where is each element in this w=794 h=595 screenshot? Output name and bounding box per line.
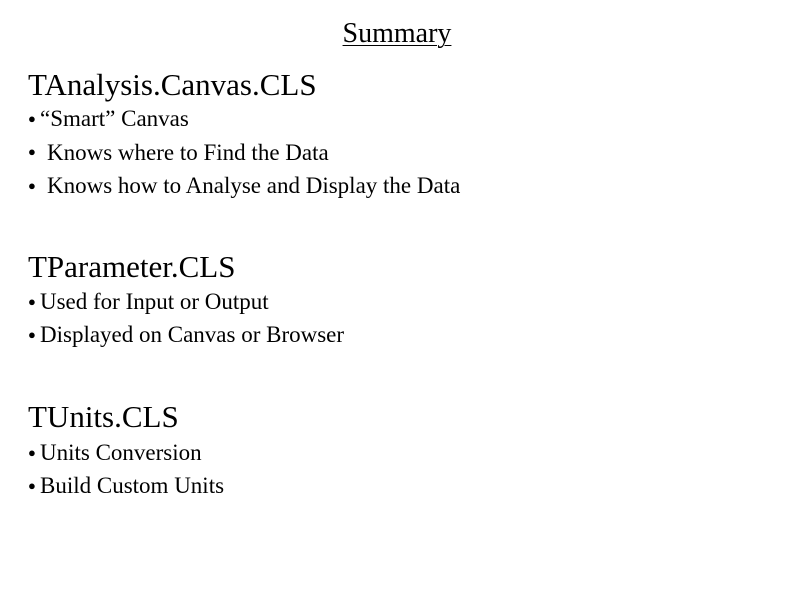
- list-item-text: Displayed on Canvas or Browser: [40, 322, 345, 348]
- bullet-icon: ●: [28, 478, 36, 494]
- list-item: [28, 170, 460, 204]
- list-item-text: Build Custom Units: [40, 473, 225, 499]
- list-item: [28, 103, 460, 137]
- list-item-text: Units Conversion: [40, 440, 202, 465]
- list-item: [28, 437, 224, 470]
- bullet-icon: ●: [28, 144, 36, 160]
- bullet-icon: ●: [28, 178, 36, 194]
- page-title: Summary: [342, 18, 452, 49]
- bullet-icon: ●: [28, 294, 36, 310]
- section-heading-parameter: TParameter.CLS: [28, 249, 236, 284]
- list-item-text: Knows where to Find the Data: [47, 139, 329, 165]
- section-heading-units: TUnits.CLS: [28, 399, 179, 434]
- list-item: [28, 319, 344, 352]
- bullet-icon: ●: [28, 110, 36, 126]
- bullet-icon: ●: [28, 327, 36, 343]
- bullet-list-analysis-canvas: [28, 103, 460, 204]
- section-heading-analysis-canvas: TAnalysis.Canvas.CLS: [28, 67, 317, 102]
- list-item-text: “Smart” Canvas: [40, 106, 189, 131]
- bullet-list-parameter: [28, 286, 344, 352]
- list-item: [28, 470, 224, 503]
- list-item: [28, 137, 460, 171]
- list-item-text: Used for Input or Output: [40, 289, 269, 314]
- list-item-text: Knows how to Analyse and Display the Data: [47, 173, 461, 199]
- bullet-list-units: [28, 437, 224, 503]
- list-item: [28, 286, 344, 319]
- bullet-icon: ●: [28, 445, 36, 461]
